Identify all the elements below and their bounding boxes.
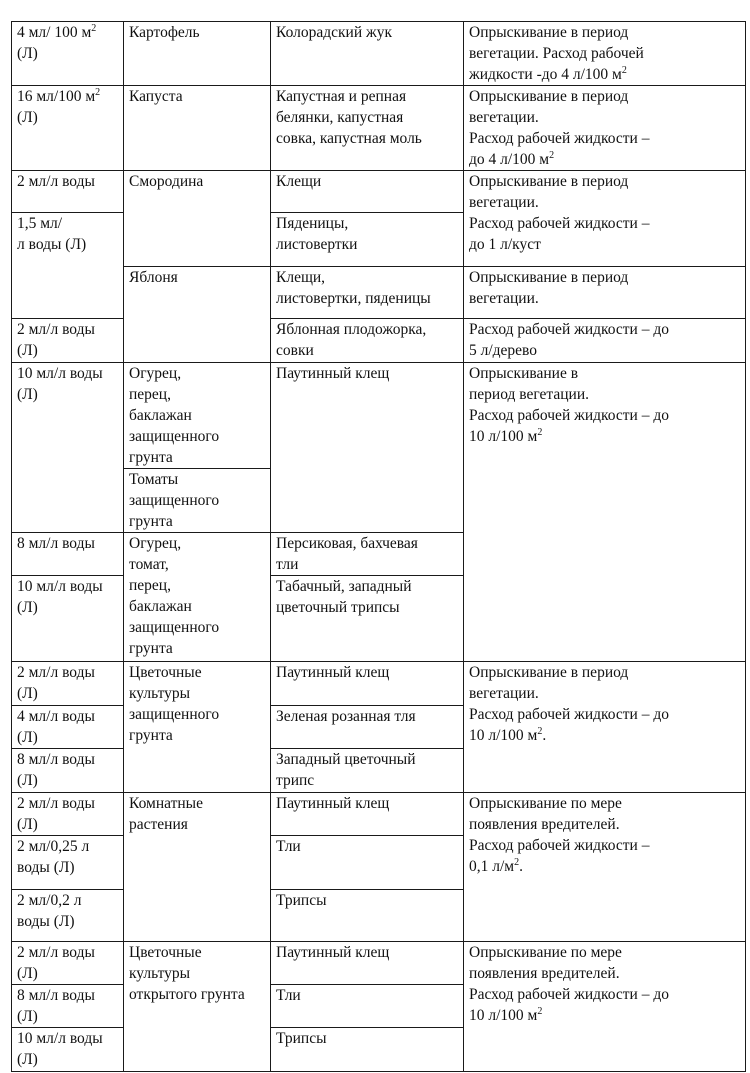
dose-cell (12, 86, 124, 171)
cell-text-line: 2 мл/л воды (17, 173, 95, 190)
cell-text-line: Тли (276, 838, 301, 855)
cell-text-line: баклажан (129, 598, 192, 615)
cell-text-line: 10 мл/л воды (17, 1030, 103, 1047)
dose-cell (12, 22, 124, 86)
cell-text-line: Расход рабочей жидкости – до (469, 407, 669, 424)
pest-cell (271, 213, 464, 267)
cell-text-line: тли (276, 556, 299, 573)
cell-text-line: Огурец, (129, 365, 182, 382)
cell-text-line: Комнатные (129, 795, 203, 812)
cell-text-line: вегетации. Расход рабочей (469, 45, 644, 62)
cell-text-line: Опрыскивание по мере (469, 795, 622, 812)
cell-text-line: Капуста (129, 88, 183, 105)
cell-text-line: грунта (129, 640, 173, 657)
cell-text-line: 5 л/дерево (469, 342, 538, 359)
cell-text-line: Расход рабочей жидкости – до (469, 321, 669, 338)
cell-text-line: Расход рабочей жидкости – (469, 837, 650, 854)
pest-cell (271, 890, 464, 942)
cell-text-line: (Л) (17, 45, 38, 62)
dose-cell (12, 749, 124, 793)
cell-text-line: Опрыскивание в период (469, 269, 629, 286)
cell-text-line: (Л) (17, 729, 38, 746)
cell-text-line: 2 мл/0,25 л (17, 838, 90, 855)
cell-text-line: (Л) (17, 109, 38, 126)
cell-text-line: (Л) (17, 1051, 38, 1068)
table-row (12, 662, 746, 706)
table-row (12, 942, 746, 985)
pest-cell (271, 942, 464, 985)
method-cell (464, 22, 746, 86)
table-row (12, 319, 746, 363)
method-cell (464, 662, 746, 793)
cell-text-line: (Л) (17, 965, 38, 982)
cell-text-line: листовертки, пяденицы (276, 290, 431, 307)
crop-cell (124, 267, 271, 363)
cell-text-line: (Л) (17, 386, 38, 403)
cell-text-line: 10 л/100 $м^2$. (469, 726, 547, 744)
pest-cell (271, 985, 464, 1028)
pest-cell (271, 836, 464, 890)
cell-text-line: 8 мл/л воды (17, 987, 95, 1004)
cell-text-line: совка, капустная моль (276, 130, 422, 147)
crop-cell (124, 533, 271, 662)
cell-text-line: Пяденицы, (276, 215, 349, 232)
cell-text-line: Опрыскивание в период (469, 88, 629, 105)
dose-cell (12, 706, 124, 749)
cell-text-line: Опрыскивание в период (469, 24, 629, 41)
cell-text-line: культуры (129, 685, 191, 702)
cell-text-line: грунта (129, 727, 173, 744)
pest-cell (271, 1028, 464, 1072)
cell-text-line: воды (Л) (17, 913, 75, 930)
method-cell (464, 942, 746, 1072)
cell-text-line: листовертки (276, 236, 358, 253)
pest-cell (271, 706, 464, 749)
cell-text-line: 10 л/100 $м^2$ (469, 427, 543, 445)
method-cell (464, 86, 746, 171)
cell-text-line: Яблоня (129, 269, 178, 286)
cell-text-line: Томаты (129, 471, 179, 488)
cell-text-line: Яблонная плодожорка, (276, 321, 427, 338)
cell-text-line: 8 мл/л воды (17, 751, 95, 768)
pest-cell (271, 749, 464, 793)
cell-text-line: Расход рабочей жидкости – до (469, 986, 669, 1003)
method-cell (464, 319, 746, 363)
dose-cell (12, 576, 124, 662)
cell-text-line: 4 мл/ 100 $м^2$ (17, 23, 97, 41)
cell-text-line: вегетации. (469, 194, 539, 211)
cell-text-line: перец, (129, 577, 171, 594)
cell-text-line: Опрыскивание в (469, 365, 579, 382)
crop-cell (124, 86, 271, 171)
dose-cell (12, 319, 124, 363)
cell-text-line: баклажан (129, 407, 192, 424)
cell-text-line: грунта (129, 513, 173, 530)
dose-cell (12, 793, 124, 836)
cell-text-line: л воды (Л) (17, 236, 87, 253)
cell-text-line: Расход рабочей жидкости – (469, 215, 650, 232)
table-row (12, 363, 746, 469)
pest-cell (271, 267, 464, 319)
cell-text-line: 8 мл/л воды (17, 535, 95, 552)
dose-cell (12, 662, 124, 706)
cell-text-line: Зеленая розанная тля (276, 708, 416, 725)
cell-text-line: Тли (276, 987, 301, 1004)
cell-text-line: трипс (276, 772, 315, 789)
cell-text-line: Цветочные (129, 664, 202, 681)
dose-cell (12, 533, 124, 576)
cell-text-line: цветочный трипсы (276, 599, 400, 616)
cell-text-line: Опрыскивание в период (469, 173, 629, 190)
cell-text-line: защищенного (129, 706, 220, 723)
cell-text-line: 1,5 мл/ (17, 215, 63, 232)
table-row (12, 86, 746, 171)
pesticide-table-page (11, 21, 746, 1072)
pest-cell (271, 576, 464, 662)
method-cell (464, 267, 746, 319)
method-cell (464, 793, 746, 942)
cell-text-line: культуры (129, 965, 191, 982)
cell-text-line: Табачный, западный (276, 578, 412, 595)
cell-text-line: перец, (129, 386, 171, 403)
pest-cell (271, 22, 464, 86)
dose-cell (12, 942, 124, 985)
cell-text-line: Паутинный клещ (276, 365, 390, 382)
cell-text-line: защищенного (129, 492, 220, 509)
cell-text-line: Картофель (129, 24, 200, 41)
cell-text-line: жидкости -до 4 л/100 $м^2$ (469, 65, 627, 83)
method-cell (464, 171, 746, 267)
cell-text-line: (Л) (17, 1008, 38, 1025)
cell-text-line: открытого грунта (129, 986, 245, 1003)
table-row (12, 171, 746, 213)
cell-text-line: 10 мл/л воды (17, 365, 103, 382)
method-cell (464, 363, 746, 662)
dose-cell (12, 836, 124, 890)
crop-cell (124, 171, 271, 267)
cell-text-line: Паутинный клещ (276, 795, 390, 812)
cell-text-line: вегетации. (469, 290, 539, 307)
crop-cell (124, 942, 271, 1072)
pest-cell (271, 363, 464, 533)
cell-text-line: Западный цветочный (276, 751, 416, 768)
cell-text-line: 16 мл/100 $м^2$ (17, 87, 101, 105)
pesticide-application-table (11, 21, 746, 1072)
cell-text-line: Трипсы (276, 892, 327, 909)
cell-text-line: до 4 л/100 $м^2$ (469, 150, 555, 168)
cell-text-line: Опрыскивание в период (469, 664, 629, 681)
cell-text-line: (Л) (17, 342, 38, 359)
cell-text-line: Капустная и репная (276, 88, 407, 105)
cell-text-line: вегетации. (469, 685, 539, 702)
dose-cell (12, 213, 124, 319)
cell-text-line: 2 мл/0,2 л (17, 892, 82, 909)
cell-text-line: белянки, капустная (276, 109, 404, 126)
crop-cell (124, 662, 271, 793)
cell-text-line: Клещи, (276, 269, 326, 286)
pest-cell (271, 171, 464, 213)
cell-text-line: совки (276, 342, 314, 359)
pest-cell (271, 319, 464, 363)
cell-text-line: томат, (129, 556, 169, 573)
pest-cell (271, 533, 464, 576)
cell-text-line: (Л) (17, 685, 38, 702)
cell-text-line: Паутинный клещ (276, 664, 390, 681)
cell-text-line: Персиковая, бахчевая (276, 535, 418, 552)
cell-text-line: (Л) (17, 599, 38, 616)
pest-cell (271, 793, 464, 836)
cell-text-line: 2 мл/л воды (17, 795, 95, 812)
cell-text-line: 4 мл/л воды (17, 708, 95, 725)
cell-text-line: Цветочные (129, 944, 202, 961)
cell-text-line: вегетации. (469, 109, 539, 126)
dose-cell (12, 985, 124, 1028)
cell-text-line: появления вредителей. (469, 965, 620, 982)
cell-text-line: растения (129, 816, 188, 833)
crop-cell (124, 363, 271, 469)
cell-text-line: Паутинный клещ (276, 944, 390, 961)
crop-cell (124, 22, 271, 86)
dose-cell (12, 1028, 124, 1072)
cell-text-line: Опрыскивание по мере (469, 944, 622, 961)
cell-text-line: (Л) (17, 772, 38, 789)
cell-text-line: 2 мл/л воды (17, 944, 95, 961)
crop-cell (124, 469, 271, 533)
cell-text-line: (Л) (17, 816, 38, 833)
cell-text-line: 0,1 $л/м^2$. (469, 857, 523, 875)
cell-text-line: 2 мл/л воды (17, 321, 95, 338)
cell-text-line: период вегетации. (469, 386, 590, 403)
cell-text-line: появления вредителей. (469, 816, 620, 833)
cell-text-line: 10 мл/л воды (17, 578, 103, 595)
dose-cell (12, 890, 124, 942)
table-row (12, 22, 746, 86)
pest-cell (271, 86, 464, 171)
cell-text-line: Смородина (129, 173, 204, 190)
cell-text-line: Клещи (276, 173, 322, 190)
cell-text-line: до 1 л/куст (469, 236, 541, 253)
cell-text-line: Огурец, (129, 535, 182, 552)
cell-text-line: 10 л/100 $м^2$ (469, 1006, 543, 1024)
dose-cell (12, 171, 124, 213)
pest-cell (271, 662, 464, 706)
cell-text-line: Расход рабочей жидкости – (469, 130, 650, 147)
cell-text-line: Колорадский жук (276, 24, 392, 41)
cell-text-line: Трипсы (276, 1030, 327, 1047)
cell-text-line: защищенного (129, 619, 220, 636)
cell-text-line: воды (Л) (17, 859, 75, 876)
cell-text-line: Расход рабочей жидкости – до (469, 706, 669, 723)
cell-text-line: грунта (129, 449, 173, 466)
crop-cell (124, 793, 271, 942)
dose-cell (12, 363, 124, 533)
cell-text-line: защищенного (129, 428, 220, 445)
cell-text-line: 2 мл/л воды (17, 664, 95, 681)
table-row (12, 793, 746, 836)
